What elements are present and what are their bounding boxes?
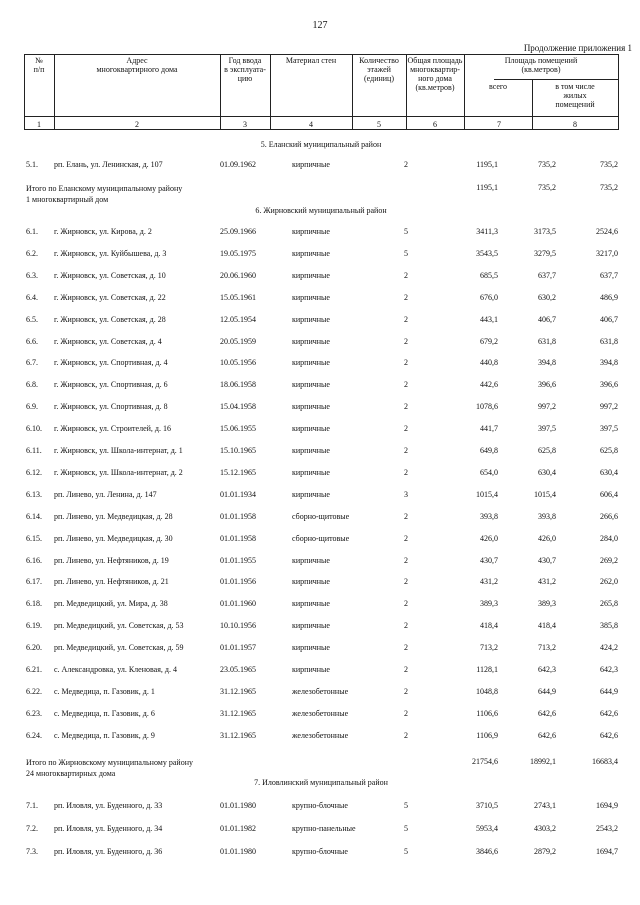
row-total-area: 654,0: [480, 467, 498, 477]
row-year: 18.06.1958: [220, 380, 256, 390]
row-total-area: 713,2: [480, 643, 498, 653]
row-total-area: 389,3: [480, 599, 498, 609]
header-material: Материал стен: [285, 56, 337, 65]
row-floors: 2: [404, 467, 408, 477]
row-floors: 2: [404, 577, 408, 587]
row-total-area: 3710,5: [476, 801, 498, 810]
row-material: кирпичные: [292, 424, 330, 434]
row-address: рп. Линево, ул. Нефтяников, д. 21: [54, 577, 169, 587]
row-number: 6.9.: [26, 402, 38, 412]
row-number: 6.7.: [26, 358, 38, 368]
row-total-area: 3543,5: [476, 248, 498, 258]
row-floors: 2: [404, 292, 408, 302]
row-year: 31.12.1965: [220, 686, 256, 696]
row-premises-residential: 266,6: [600, 511, 618, 521]
row-material: кирпичные: [292, 270, 330, 280]
row-total-area: 393,8: [480, 511, 498, 521]
row-premises-residential: 735,2: [600, 160, 618, 169]
table-row: [24, 709, 618, 721]
row-premises-total: 393,8: [538, 511, 556, 521]
row-premises-total: 997,2: [538, 402, 556, 412]
row-total-area: 430,7: [480, 555, 498, 565]
row-floors: 2: [404, 270, 408, 280]
row-floors: 5: [404, 248, 408, 258]
table-row: [24, 160, 618, 172]
row-number: 6.15.: [26, 533, 42, 543]
row-number: 6.24.: [26, 730, 42, 740]
row-premises-total: 642,6: [538, 730, 556, 740]
row-address: г. Жирновск, ул. Кирова, д. 2: [54, 227, 152, 236]
row-number: 6.10.: [26, 424, 42, 434]
row-address: г. Жирновск, ул. Советская, д. 10: [54, 270, 166, 280]
row-number: 6.13.: [26, 489, 42, 499]
row-total-area: 1106,6: [476, 708, 498, 718]
row-year: 01.01.1980: [220, 801, 256, 810]
header-premises-residential: в том числе жилых помещений: [555, 82, 595, 109]
column-number: 2: [135, 120, 139, 129]
row-floors: 5: [404, 847, 408, 856]
table-row: [24, 847, 618, 859]
row-premises-residential: 642,6: [600, 730, 618, 740]
row-material: кирпичные: [292, 467, 330, 477]
row-year: 20.06.1960: [220, 270, 256, 280]
header-premises-total: всего: [488, 82, 507, 91]
total-label-line: Итого по Еланскому муниципальному району: [26, 184, 183, 193]
row-total-area: 685,5: [480, 270, 498, 280]
table-row: [24, 490, 618, 502]
row-number: 6.4.: [26, 292, 38, 302]
row-number: 6.11.: [26, 446, 42, 455]
row-address: г. Жирновск, ул. Школа-интернат, д. 1: [54, 446, 183, 455]
row-total-area: 431,2: [480, 577, 498, 587]
row-address: г. Жирновск, ул. Куйбышева, д. 3: [54, 248, 167, 258]
row-premises-residential: 2524,6: [596, 227, 618, 236]
row-premises-residential: 1694,9: [596, 801, 618, 810]
row-material: кирпичные: [292, 358, 330, 368]
table-row: [24, 731, 618, 743]
row-premises-residential: 631,8: [600, 336, 618, 346]
total-label-line: 1 многоквартирный дом: [26, 195, 109, 204]
table-row: [24, 577, 618, 589]
table-row: [24, 315, 618, 327]
column-number: 7: [497, 120, 501, 129]
total-label-line: 24 многоквартирных дома: [26, 769, 116, 778]
row-premises-total: 389,3: [538, 599, 556, 609]
row-address: рп. Иловля, ул. Буденного, д. 34: [54, 824, 163, 833]
row-year: 01.01.1957: [220, 643, 256, 653]
row-total-area: 1195,1: [476, 160, 498, 169]
row-premises-residential: 606,4: [600, 489, 618, 499]
row-total-area: 1128,1: [476, 665, 498, 674]
row-year: 20.05.1959: [220, 336, 256, 346]
total-label: [26, 183, 226, 205]
row-total-area: 443,1: [480, 314, 498, 324]
row-year: 01.01.1960: [220, 599, 256, 609]
row-floors: 2: [404, 665, 408, 674]
table-row: [24, 271, 618, 283]
header-premises-area: Площадь помещений (кв.метров): [504, 56, 578, 74]
row-premises-total: 2879,2: [534, 847, 556, 856]
row-total-area: 1078,6: [476, 402, 498, 412]
row-premises-residential: 3217,0: [596, 248, 618, 258]
row-address: г. Жирновск, ул. Спортивная, д. 6: [54, 380, 168, 390]
row-address: рп. Медведицкий, ул. Советская, д. 53: [54, 621, 184, 631]
row-address: рп. Медведицкий, ул. Мира, д. 38: [54, 599, 168, 609]
total-label-line: Итого по Жирновскому муниципальному району: [26, 758, 193, 767]
header-address: Адрес многоквартирного дома: [96, 56, 178, 74]
row-number: 6.12.: [26, 467, 42, 477]
row-floors: 2: [404, 402, 408, 412]
row-material: кирпичные: [292, 665, 330, 674]
row-number: 5.1.: [26, 160, 38, 169]
row-premises-residential: 265,8: [600, 599, 618, 609]
row-material: кирпичные: [292, 314, 330, 324]
table-row: [24, 249, 618, 261]
row-total-area: 1048,8: [476, 686, 498, 696]
row-address: рп. Иловля, ул. Буденного, д. 33: [54, 801, 163, 810]
row-year: 31.12.1965: [220, 708, 256, 718]
row-number: 6.1.: [26, 227, 38, 236]
row-premises-residential: 269,2: [600, 555, 618, 565]
row-premises-total: 418,4: [538, 621, 556, 631]
row-material: кирпичные: [292, 227, 330, 236]
row-material: кирпичные: [292, 577, 330, 587]
row-premises-total: 713,2: [538, 643, 556, 653]
row-address: г. Жирновск, ул. Спортивная, д. 4: [54, 358, 168, 368]
row-floors: 2: [404, 621, 408, 631]
total-residential: 16683,4: [592, 757, 618, 766]
row-total-area: 442,6: [480, 380, 498, 390]
row-floors: 2: [404, 643, 408, 653]
row-premises-residential: 486,9: [600, 292, 618, 302]
row-premises-total: 642,6: [538, 708, 556, 718]
row-year: 15.12.1965: [220, 467, 256, 477]
row-floors: 2: [404, 533, 408, 543]
row-premises-total: 637,7: [538, 270, 556, 280]
row-address: г. Жирновск, ул. Советская, д. 28: [54, 314, 166, 324]
row-address: рп. Медведицкий, ул. Советская, д. 59: [54, 643, 184, 653]
row-year: 25.09.1966: [220, 227, 256, 236]
row-floors: 2: [404, 380, 408, 390]
row-number: 7.1.: [26, 801, 38, 810]
row-total-area: 676,0: [480, 292, 498, 302]
row-address: рп. Елань, ул. Ленинская, д. 107: [54, 160, 163, 169]
row-number: 7.2.: [26, 824, 38, 833]
row-year: 01.01.1980: [220, 847, 256, 856]
row-total-area: 441,7: [480, 424, 498, 434]
row-material: кирпичные: [292, 336, 330, 346]
row-total-area: 418,4: [480, 621, 498, 631]
section-title: 6. Жирновский муниципальный район: [255, 206, 387, 215]
row-year: 15.04.1958: [220, 402, 256, 412]
row-address: г. Жирновск, ул. Строителей, д. 16: [54, 424, 171, 434]
table-row: [24, 687, 618, 699]
row-floors: 2: [404, 358, 408, 368]
row-material: сборно-щитовые: [292, 533, 350, 543]
row-material: крупно-блочные: [292, 847, 348, 856]
row-premises-total: 735,2: [538, 160, 556, 169]
table-row: [24, 534, 618, 546]
row-premises-total: 4303,2: [534, 824, 556, 833]
row-premises-total: 642,3: [538, 665, 556, 674]
row-material: сборно-щитовые: [292, 511, 350, 521]
row-year: 10.05.1956: [220, 358, 256, 368]
row-premises-residential: 630,4: [600, 467, 618, 477]
row-address: г. Жирновск, ул. Советская, д. 22: [54, 292, 166, 302]
table-row: [24, 358, 618, 370]
row-premises-residential: 262,0: [600, 577, 618, 587]
row-premises-total: 630,2: [538, 292, 556, 302]
row-floors: 2: [404, 314, 408, 324]
row-year: 01.01.1956: [220, 577, 256, 587]
table-row: [24, 512, 618, 524]
row-address: с. Медведица, п. Газовик, д. 6: [54, 708, 155, 718]
table-row: [24, 621, 618, 633]
row-material: крупно-блочные: [292, 801, 348, 810]
row-address: рп. Линево, ул. Ленина, д. 147: [54, 489, 157, 499]
row-premises-residential: 642,6: [600, 708, 618, 718]
row-premises-residential: 385,8: [600, 621, 618, 631]
row-year: 01.01.1958: [220, 511, 256, 521]
row-premises-total: 3173,5: [534, 227, 556, 236]
row-number: 6.14.: [26, 511, 42, 521]
section-title: 7. Иловлинский муниципальный район: [254, 778, 388, 787]
row-premises-residential: 625,8: [600, 446, 618, 455]
continuation-note: Продолжение приложения 1: [523, 43, 632, 53]
section-title: 5. Еланский муниципальный район: [260, 140, 382, 149]
table-row: [24, 380, 618, 392]
row-address: г. Жирновск, ул. Школа-интернат, д. 2: [54, 467, 183, 477]
page-number: 127: [312, 20, 328, 31]
row-number: 6.6.: [26, 336, 38, 346]
total-residential: 735,2: [600, 183, 618, 192]
row-number: 7.3.: [26, 847, 38, 856]
table-row: [24, 424, 618, 436]
row-year: 19.05.1975: [220, 248, 256, 258]
row-year: 15.05.1961: [220, 292, 256, 302]
row-number: 6.16.: [26, 555, 42, 565]
row-year: 12.05.1954: [220, 314, 256, 324]
row-number: 6.17.: [26, 577, 42, 587]
row-year: 01.09.1962: [220, 160, 256, 169]
row-floors: 2: [404, 730, 408, 740]
row-material: кирпичные: [292, 160, 330, 169]
row-premises-total: 625,8: [538, 446, 556, 455]
row-year: 15.06.1955: [220, 424, 256, 434]
total-premises: 735,2: [538, 183, 556, 192]
row-premises-residential: 396,6: [600, 380, 618, 390]
table-row: [24, 446, 618, 458]
row-material: железобетонные: [292, 686, 349, 696]
row-premises-total: 430,7: [538, 555, 556, 565]
row-total-area: 3411,3: [476, 227, 498, 236]
table-header: [24, 54, 618, 130]
row-material: железобетонные: [292, 730, 349, 740]
row-floors: 2: [404, 555, 408, 565]
row-premises-total: 644,9: [538, 686, 556, 696]
row-floors: 2: [404, 446, 408, 455]
row-floors: 5: [404, 824, 408, 833]
row-year: 23.05.1965: [220, 665, 256, 674]
table-row: [24, 337, 618, 349]
column-number: 6: [433, 120, 437, 129]
row-number: 6.2.: [26, 248, 38, 258]
row-material: кирпичные: [292, 402, 330, 412]
row-floors: 2: [404, 160, 408, 169]
row-total-area: 1106,9: [476, 730, 498, 740]
header-year: Год ввода в эксплуата- цию: [224, 56, 266, 83]
row-premises-residential: 1694,7: [596, 847, 618, 856]
row-total-area: 1015,4: [476, 489, 498, 499]
table-row: [24, 599, 618, 611]
row-material: кирпичные: [292, 643, 330, 653]
row-address: г. Жирновск, ул. Спортивная, д. 8: [54, 402, 168, 412]
table-row: [24, 665, 618, 677]
row-premises-total: 406,7: [538, 314, 556, 324]
row-number: 6.3.: [26, 270, 38, 280]
table-row: [24, 643, 618, 655]
total-area: 1195,1: [476, 183, 498, 192]
row-address: рп. Линево, ул. Медведицкая, д. 28: [54, 511, 173, 521]
row-material: железобетонные: [292, 708, 349, 718]
row-premises-residential: 424,2: [600, 643, 618, 653]
row-premises-total: 3279,5: [534, 248, 556, 258]
row-premises-total: 1015,4: [534, 489, 556, 499]
row-floors: 5: [404, 801, 408, 810]
row-address: рп. Линево, ул. Нефтяников, д. 19: [54, 555, 169, 565]
row-material: кирпичные: [292, 446, 330, 455]
row-premises-residential: 642,3: [600, 665, 618, 674]
row-year: 15.10.1965: [220, 446, 256, 455]
row-material: кирпичные: [292, 248, 330, 258]
row-material: кирпичные: [292, 380, 330, 390]
row-floors: 3: [404, 489, 408, 499]
row-premises-total: 397,5: [538, 424, 556, 434]
table-row: [24, 227, 618, 239]
row-material: кирпичные: [292, 292, 330, 302]
row-year: 01.01.1955: [220, 555, 256, 565]
header-floors: Количество этажей (единиц): [359, 56, 399, 83]
row-number: 6.22.: [26, 686, 42, 696]
row-premises-residential: 397,5: [600, 424, 618, 434]
row-floors: 2: [404, 708, 408, 718]
row-address: г. Жирновск, ул. Советская, д. 4: [54, 336, 162, 346]
row-year: 01.01.1934: [220, 489, 256, 499]
row-total-area: 5953,4: [476, 824, 498, 833]
row-total-area: 440,8: [480, 358, 498, 368]
total-row: [24, 183, 618, 205]
row-number: 6.23.: [26, 708, 42, 718]
row-number: 6.18.: [26, 599, 42, 609]
row-premises-total: 2743,1: [534, 801, 556, 810]
header-total-area: Общая площадь многоквартир- ного дома (кв.метров): [407, 56, 463, 92]
row-premises-residential: 284,0: [600, 533, 618, 543]
row-total-area: 679,2: [480, 336, 498, 346]
row-floors: 2: [404, 599, 408, 609]
row-premises-residential: 997,2: [600, 402, 618, 412]
row-address: рп. Линево, ул. Медведицкая, д. 30: [54, 533, 173, 543]
row-floors: 2: [404, 336, 408, 346]
row-number: 6.5.: [26, 314, 38, 324]
row-material: крупно-панельные: [292, 824, 356, 833]
row-number: 6.20.: [26, 643, 42, 653]
row-year: 10.10.1956: [220, 621, 256, 631]
row-address: с. Медведица, п. Газовик, д. 9: [54, 730, 155, 740]
row-premises-residential: 2543,2: [596, 824, 618, 833]
row-premises-residential: 394,8: [600, 358, 618, 368]
column-number: 4: [309, 120, 313, 129]
table-row: [24, 556, 618, 568]
row-material: кирпичные: [292, 621, 330, 631]
total-row: [24, 757, 618, 779]
row-premises-residential: 406,7: [600, 314, 618, 324]
row-year: 01.01.1982: [220, 824, 256, 833]
row-number: 6.8.: [26, 380, 38, 390]
row-floors: 2: [404, 424, 408, 434]
row-total-area: 649,8: [480, 446, 498, 455]
table-row: [24, 402, 618, 414]
row-total-area: 3846,6: [476, 847, 498, 856]
row-premises-total: 431,2: [538, 577, 556, 587]
row-floors: 2: [404, 511, 408, 521]
row-premises-total: 631,8: [538, 336, 556, 346]
row-year: 01.01.1958: [220, 533, 256, 543]
row-material: кирпичные: [292, 555, 330, 565]
row-floors: 5: [404, 227, 408, 236]
row-premises-total: 394,8: [538, 358, 556, 368]
row-total-area: 426,0: [480, 533, 498, 543]
row-address: с. Александровка, ул. Кленовая, д. 4: [54, 665, 177, 674]
row-material: кирпичные: [292, 599, 330, 609]
column-number: 5: [377, 120, 381, 129]
column-number: 8: [573, 120, 577, 129]
row-address: рп. Иловля, ул. Буденного, д. 36: [54, 847, 163, 856]
total-premises: 18992,1: [530, 757, 556, 766]
row-premises-residential: 637,7: [600, 270, 618, 280]
row-year: 31.12.1965: [220, 730, 256, 740]
column-number: 3: [243, 120, 247, 129]
row-number: 6.21.: [26, 665, 42, 674]
table-row: [24, 293, 618, 305]
total-label: [26, 757, 226, 779]
row-premises-residential: 644,9: [600, 686, 618, 696]
total-area: 21754,6: [472, 757, 498, 766]
row-number: 6.19.: [26, 621, 42, 631]
row-premises-total: 630,4: [538, 467, 556, 477]
row-address: с. Медведица, п. Газовик, д. 1: [54, 686, 155, 696]
header-number: № п/п: [33, 56, 45, 74]
row-premises-total: 426,0: [538, 533, 556, 543]
row-material: кирпичные: [292, 489, 330, 499]
table-row: [24, 824, 618, 836]
table-row: [24, 468, 618, 480]
row-floors: 2: [404, 686, 408, 696]
column-number: 1: [37, 120, 41, 129]
row-premises-total: 396,6: [538, 380, 556, 390]
table-row: [24, 801, 618, 813]
